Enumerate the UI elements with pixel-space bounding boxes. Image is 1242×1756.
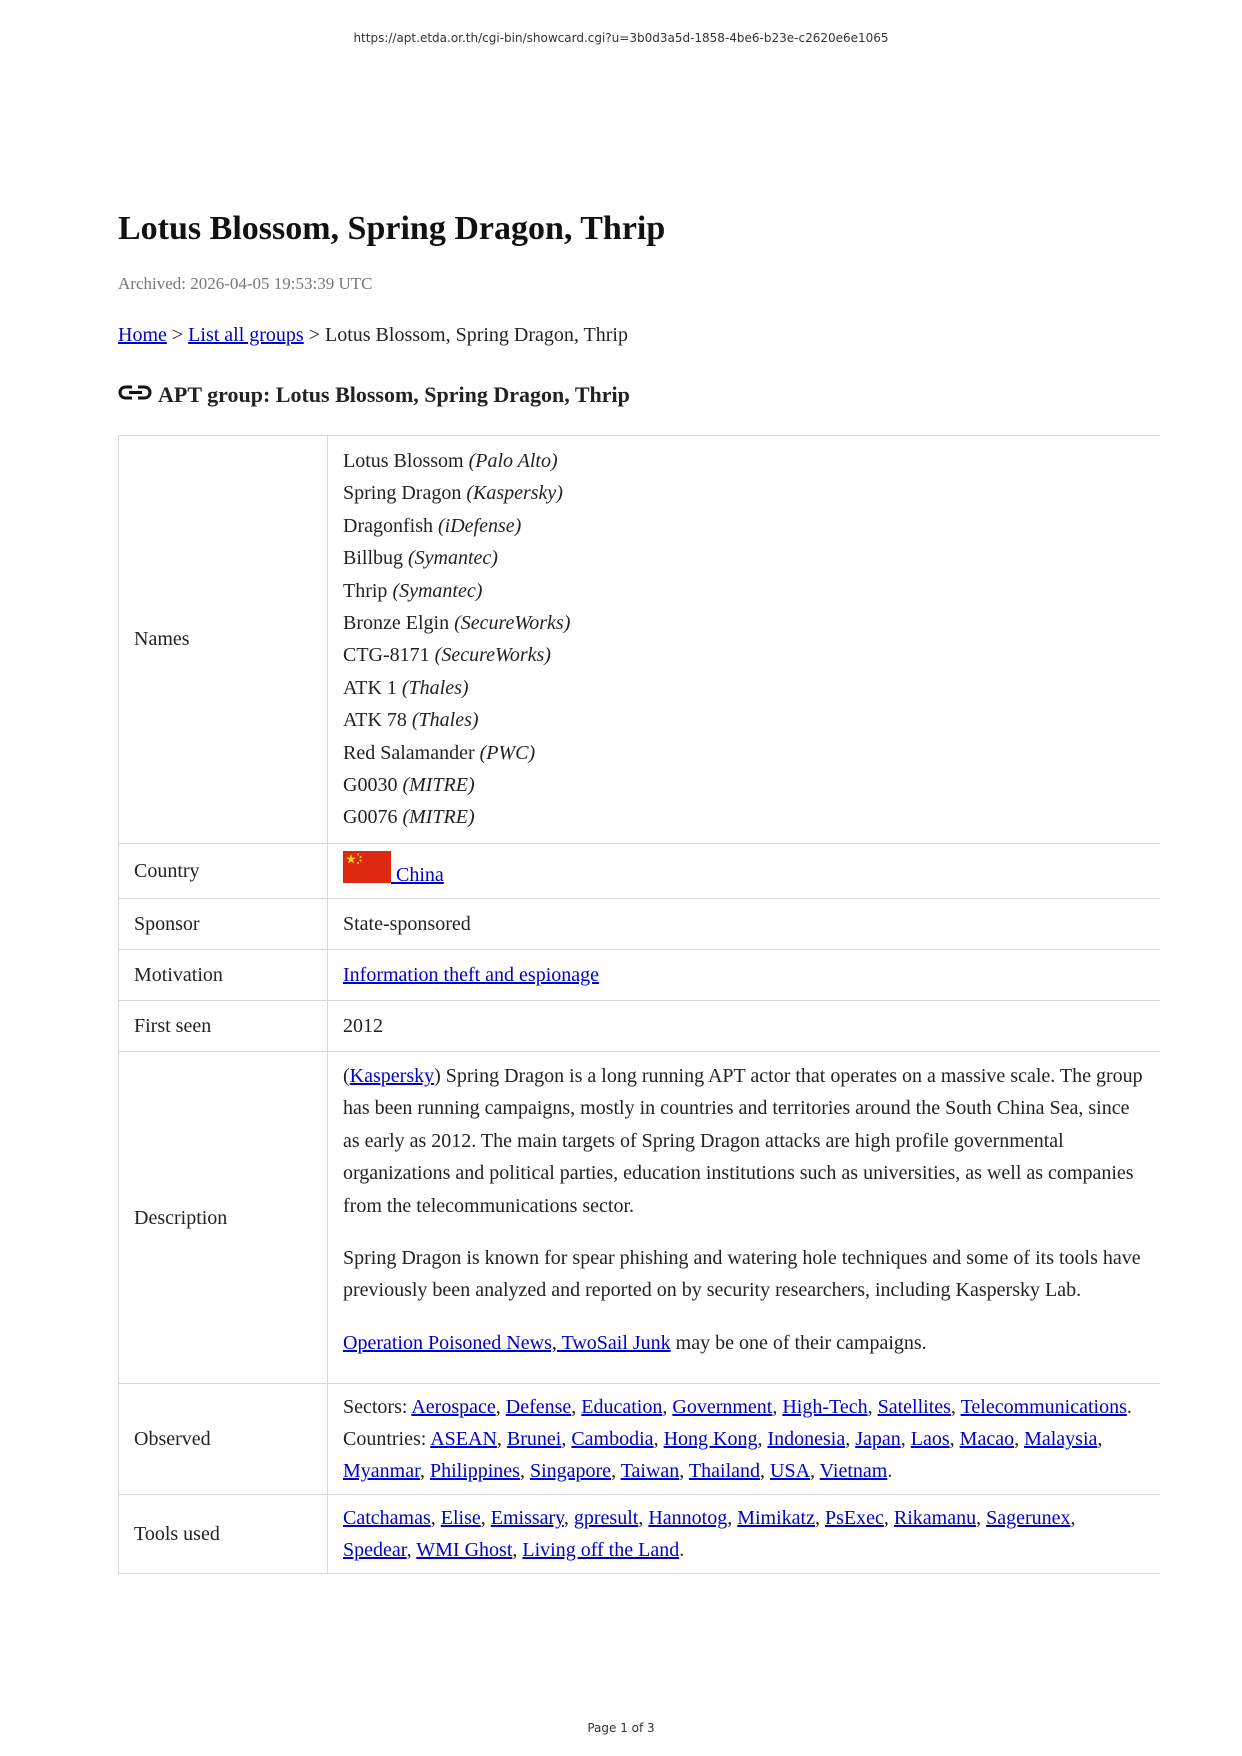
observed-label: Observed — [119, 1384, 328, 1495]
name-entry — [343, 672, 1145, 704]
country-target-link[interactable]: Singapore — [529, 1460, 612, 1483]
tool-link[interactable]: WMI Ghost — [416, 1539, 513, 1562]
page-footer: Page 1 of 3 — [587, 1721, 655, 1735]
motivation-label: Motivation — [119, 949, 328, 1000]
name-entry — [343, 801, 1145, 833]
tool-link[interactable]: Sagerunex — [986, 1507, 1071, 1530]
countries-list: ASEAN, Brunei, Cambodia, Hong Kong, Indonesia, Japan, Laos, Macao, Malaysia, Myanmar, Philippines, Singapore, Taiwan, Thailand, USA, Vietnam. — [343, 1428, 1103, 1483]
description-text: may be one of their campaigns. — [670, 1331, 927, 1354]
country-target-link[interactable]: Malaysia — [1024, 1428, 1098, 1451]
country-target-link[interactable]: Brunei — [506, 1428, 562, 1451]
country-link[interactable] — [343, 864, 444, 886]
sponsor-label: Sponsor — [119, 898, 328, 949]
name-text: Bronze Elgin — [343, 612, 455, 635]
page-url-header: https://apt.etda.or.th/cgi-bin/showcard.cgi?u=3b0d3a5d-1858-4be6-b23e-c2620e6e1065 — [353, 31, 889, 45]
name-text: Billbug — [343, 547, 409, 570]
archived-timestamp: Archived: 2026-04-05 19:53:39 UTC — [118, 274, 373, 293]
name-entry — [343, 542, 1145, 574]
breadcrumb-separator: > — [166, 324, 189, 346]
breadcrumb-list-groups-link[interactable]: List all groups — [188, 324, 304, 346]
name-source: (Symantec) — [392, 579, 483, 602]
table-row-names — [119, 436, 1161, 844]
name-entry — [343, 639, 1145, 671]
motivation-link[interactable]: Information theft and espionage — [343, 963, 600, 986]
tool-link[interactable]: Living off the Land — [522, 1539, 680, 1562]
description-paragraph — [343, 1060, 1145, 1222]
sector-link[interactable]: Defense — [505, 1396, 572, 1419]
sector-link[interactable]: Government — [672, 1396, 773, 1419]
name-text: Spring Dragon — [343, 482, 467, 505]
sectors-list: Aerospace, Defense, Education, Government, High-Tech, Satellites, Telecommunications. — [411, 1396, 1132, 1419]
description-paragraph: Spring Dragon is known for spear phishing and watering hole techniques and some of its tools have previously been analyzed and reported on by security researchers, including Kaspersky Lab. — [343, 1246, 1141, 1302]
operation-link[interactable]: Operation Poisoned News, TwoSail Junk — [343, 1331, 671, 1354]
description-value — [328, 1051, 1161, 1383]
country-label: Country — [119, 843, 328, 898]
tools-list: Catchamas, Elise, Emissary, gpresult, Hannotog, Mimikatz, PsExec, Rikamanu, Sagerunex, Spedear, WMI Ghost, Living off the Land. — [343, 1507, 1076, 1562]
name-source: (Palo Alto) — [468, 450, 558, 472]
sector-link[interactable]: Telecommunications — [960, 1396, 1127, 1419]
countries-line — [343, 1423, 1145, 1487]
link-icon[interactable] — [118, 381, 154, 409]
country-target-link[interactable]: Macao — [959, 1428, 1015, 1451]
countries-label: Countries: — [343, 1428, 431, 1451]
name-source: (PWC) — [479, 741, 536, 764]
country-name: China — [391, 863, 444, 886]
country-target-link[interactable]: Indonesia — [767, 1428, 846, 1451]
country-value — [328, 843, 1161, 898]
tool-link[interactable]: Mimikatz — [737, 1507, 815, 1530]
breadcrumb — [118, 323, 1160, 347]
tool-link[interactable]: Catchamas — [343, 1507, 431, 1530]
tool-link[interactable]: Emissary — [490, 1507, 564, 1530]
name-source: (MITRE) — [402, 806, 475, 829]
country-target-link[interactable]: ASEAN — [430, 1428, 497, 1451]
name-text: Dragonfish — [343, 514, 438, 537]
first-seen-label: First seen — [119, 1000, 328, 1051]
motivation-cell — [328, 949, 1161, 1000]
name-entry — [343, 607, 1145, 639]
tools-value — [328, 1495, 1161, 1574]
name-text: Red Salamander — [343, 741, 480, 764]
name-entry — [343, 477, 1145, 509]
table-row-observed — [119, 1384, 1161, 1495]
name-text: G0076 — [343, 806, 403, 829]
name-entry — [343, 575, 1145, 607]
country-target-link[interactable]: Laos — [910, 1428, 950, 1451]
breadcrumb-home-link[interactable]: Home — [118, 324, 167, 346]
table-row-motivation — [119, 949, 1161, 1000]
name-entry — [343, 737, 1145, 769]
table-row-sponsor — [119, 898, 1161, 949]
breadcrumb-separator: > — [303, 324, 325, 346]
apt-info-table — [118, 435, 1160, 1574]
table-row-country — [119, 843, 1161, 898]
names-label: Names — [119, 436, 328, 844]
tool-link[interactable]: gpresult — [573, 1507, 639, 1530]
section-heading-text: APT group: Lotus Blossom, Spring Dragon, Thrip — [158, 382, 630, 407]
china-flag-icon — [343, 851, 391, 883]
name-source: (Symantec) — [408, 547, 498, 570]
observed-value — [328, 1384, 1161, 1495]
table-row-description — [119, 1051, 1161, 1383]
name-entry — [343, 445, 1145, 477]
tool-link[interactable]: Hannotog — [648, 1507, 728, 1530]
sectors-line — [343, 1391, 1145, 1423]
country-target-link[interactable]: Hong Kong — [663, 1428, 758, 1451]
tool-link[interactable]: Rikamanu — [893, 1507, 977, 1530]
description-text: ) Spring Dragon is a long running APT actor that operates on a massive scale. The group has been running campaigns, mostly in countries and territories around the South China Sea, since as early as 2012. The main targets of Spring Dragon attacks are high profile governmental organizations and political parties, education institutions such as universities, as well as companies from the telecommunications sector. — [343, 1064, 1143, 1217]
country-target-link[interactable]: Philippines — [429, 1460, 520, 1483]
table-row-tools — [119, 1495, 1161, 1574]
name-source: (Thales) — [411, 709, 479, 732]
sector-link[interactable]: Aerospace — [411, 1396, 496, 1419]
name-source: (SecureWorks) — [454, 612, 571, 635]
description-paragraph — [343, 1327, 1145, 1359]
country-target-link[interactable]: USA — [770, 1460, 811, 1483]
tools-label: Tools used — [119, 1495, 328, 1574]
names-list — [328, 436, 1161, 844]
page-title: Lotus Blossom, Spring Dragon, Thrip — [118, 210, 666, 247]
country-target-link[interactable]: Vietnam — [819, 1460, 888, 1483]
country-target-link[interactable]: Taiwan — [620, 1460, 680, 1483]
first-seen-value: 2012 — [328, 1000, 1161, 1051]
table-row-first-seen — [119, 1000, 1161, 1051]
name-text: G0030 — [343, 774, 403, 797]
country-target-link[interactable]: Cambodia — [571, 1428, 654, 1451]
name-text: Thrip — [343, 579, 393, 602]
country-target-link[interactable]: Myanmar — [343, 1460, 420, 1483]
breadcrumb-current: Lotus Blossom, Spring Dragon, Thrip — [325, 324, 628, 346]
name-source: (Kaspersky) — [466, 482, 563, 505]
name-text: CTG-8171 — [343, 644, 435, 667]
kaspersky-link[interactable]: Kaspersky — [349, 1064, 435, 1087]
main-content — [118, 205, 1160, 1574]
sectors-label: Sectors: — [343, 1396, 412, 1419]
section-heading — [118, 381, 1160, 409]
sponsor-value: State-sponsored — [328, 898, 1161, 949]
tool-link[interactable]: PsExec — [824, 1507, 884, 1530]
country-target-link[interactable]: Thailand — [688, 1460, 761, 1483]
name-source: (MITRE) — [402, 774, 475, 797]
name-text: ATK 78 — [343, 709, 412, 732]
name-entry — [343, 769, 1145, 801]
name-source: (iDefense) — [437, 514, 522, 537]
name-entry — [343, 704, 1145, 736]
name-source: (SecureWorks) — [434, 644, 551, 667]
country-target-link[interactable]: Japan — [855, 1428, 901, 1451]
tool-link[interactable]: Elise — [440, 1507, 481, 1530]
name-source: (Thales) — [401, 676, 469, 699]
sector-link[interactable]: High-Tech — [782, 1396, 868, 1419]
description-label: Description — [119, 1051, 328, 1383]
name-entry — [343, 510, 1145, 542]
paren-open: ( — [343, 1064, 350, 1087]
name-text: ATK 1 — [343, 676, 402, 699]
sector-link[interactable]: Education — [581, 1396, 663, 1419]
sector-link[interactable]: Satellites — [877, 1396, 951, 1419]
tool-link[interactable]: Spedear — [343, 1539, 407, 1562]
name-text: Lotus Blossom — [343, 450, 469, 472]
